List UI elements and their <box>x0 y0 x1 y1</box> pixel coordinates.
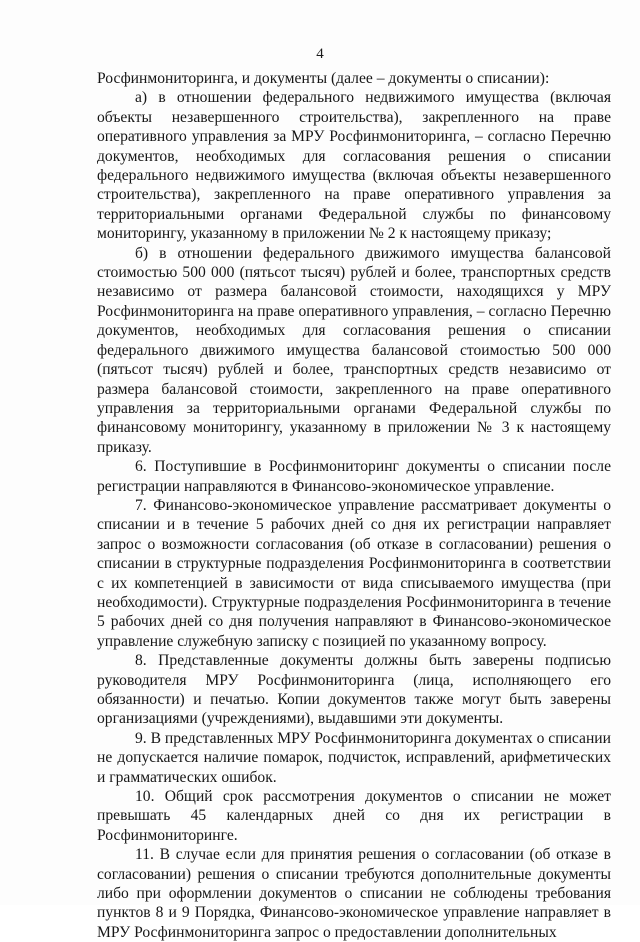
paragraph-clause-10: 10. Общий срок рассмотрения документов о списании не может превышать 45 календарных дней со дня их регистрации в Росфинмониторинге. <box>97 788 611 844</box>
page-number: 4 <box>316 46 324 62</box>
paragraph-clause-7: 7. Финансово-экономическое управление рассматривает документы о списании и в течение 5 рабочих дней со дня их регистрации направляет запрос о возможности согласования (об отказе в согласовании) решения о списании в структурные подразделения Росфинмониторинга в соответствии с их компетенцией в зависимости от вида списываемого имущества (при необходимости). Структурные подразделения Росфинмониторинга в течение 5 рабочих дней со дня получения направляют в Финансово-экономическое управление служебную записку с позицией по указанному вопросу. <box>97 496 611 650</box>
paragraph-item-b-movable-property: б) в отношении федерального движимого имущества балансовой стоимостью 500 000 (пятьсот тысяч) рублей и более, транспортных средств независимо от размера балансовой стоимости, находящихся у МРУ Росфинмониторинга на праве оперативного управления, – согласно Перечню документов, необходимых для согласования решения о списании федерального движимого имущества балансовой стоимостью 500 000 (пятьсот тысяч) рублей и более, транспортных средств независимо от размера балансовой стоимости, закрепленного на праве оперативного управления за территориальными органами Федеральной службы по финансовому мониторингу, указанному в приложении № 3 к настоящему приказу. <box>97 244 611 456</box>
document-body <box>97 69 611 942</box>
paragraph-clause-8: 8. Представленные документы должны быть заверены подписью руководителя МРУ Росфинмониторинга (лица, исполняющего его обязанности) и печатью. Копии документов также могут быть заверены организациями (учреждениями), выдавшими эти документы. <box>97 652 611 728</box>
paragraph-clause-9: 9. В представленных МРУ Росфинмониторинга документах о списании не допускается наличие помарок, подчисток, исправлений, арифметических и грамматических ошибок. <box>97 729 611 786</box>
paragraph-clause-6: 6. Поступившие в Росфинмониторинг документы о списании после регистрации направляются в Финансово-экономическое управление. <box>97 458 611 495</box>
paragraph-clause-11: 11. В случае если для принятия решения о согласовании (об отказе в согласовании) решения о списании требуются дополнительные документы либо при оформлении документов о списании не соблюдены требования пунктов 8 и 9 Порядка, Финансово-экономическое управление направляет в МРУ Росфинмониторинга запрос о предоставлении дополнительных <box>97 846 611 941</box>
paragraph-continuation: Росфинмониторинга, и документы (далее – документы о списании): <box>97 70 550 87</box>
paragraph-item-a-real-estate: а) в отношении федерального недвижимого имущества (включая объекты незавершенного строительства), закрепленного на праве оперативного управления за МРУ Росфинмониторинга, – согласно Перечню документов, необходимых для согласования решения о списании федерального недвижимого имущества (включая объекты незавершенного строительства), закрепленного на праве оперативного управления за территориальными органами Федеральной службы по финансовому мониторингу, указанному в приложении № 2 к настоящему приказу; <box>97 89 611 243</box>
